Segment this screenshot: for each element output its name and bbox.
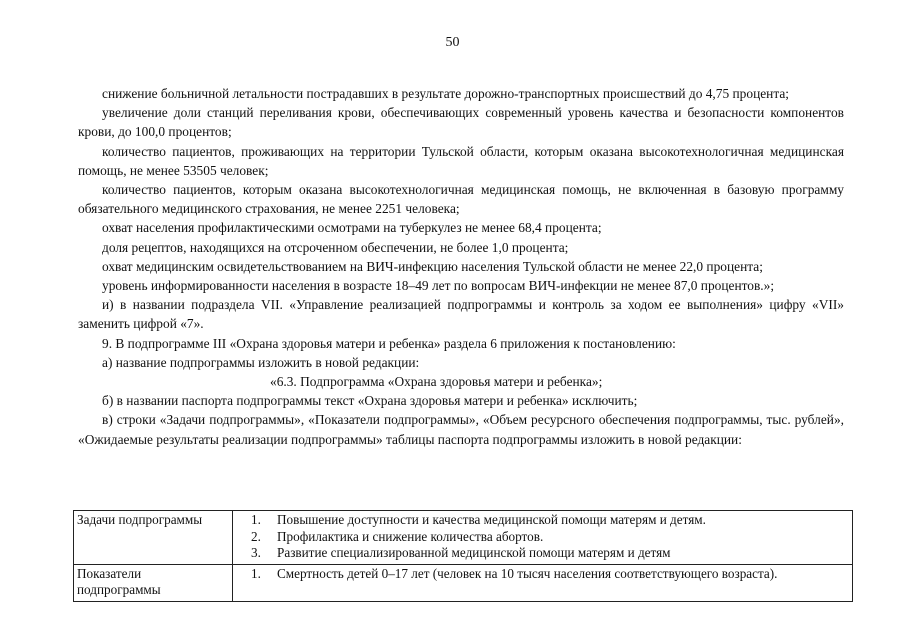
- item-number: 1.: [251, 565, 261, 581]
- list-item: [251, 512, 848, 529]
- list-item: [251, 566, 848, 583]
- paragraph: уровень информированности населения в возрасте 18–49 лет по вопросам ВИЧ-инфекции не менее 87,0 процентов.»;: [102, 278, 775, 294]
- paragraph: и) в названии подраздела VII. «Управление реализацией подпрограммы и контроль за ходом ее выполнения» цифру «VII» заменить цифрой «7».: [78, 297, 844, 332]
- paragraph: количество пациентов, которым оказана высокотехнологичная медицинская помощь, не включенная в базовую программу обязательного медицинского страхования, не менее 2251 человека;: [78, 182, 844, 217]
- indicator-list: [237, 566, 848, 583]
- row-content: [233, 511, 853, 565]
- table-row: [74, 564, 853, 601]
- paragraph: снижение больничной летальности пострадавших в результате дорожно-транспортных происшествий до 4,75 процента;: [102, 86, 790, 101]
- table-row: [74, 511, 853, 565]
- item-text: Смертность детей 0–17 лет (человек на 10 тысяч населения соответствующего возраста).: [277, 565, 778, 581]
- task-list: [237, 512, 848, 562]
- row-content: [233, 564, 853, 601]
- item-number: 1.: [251, 512, 261, 527]
- paragraph: охват населения профилактическими осмотрами на туберкулез не менее 68,4 процента;: [102, 220, 602, 236]
- paragraph: охват медицинским освидетельствованием на ВИЧ-инфекцию населения Тульской области не менее 22,0 процента;: [102, 258, 763, 274]
- item-number: 3.: [251, 545, 261, 560]
- subprogram-title: «6.3. Подпрограмма «Охрана здоровья матери и ребенка»;: [270, 374, 603, 390]
- item-text: Развитие специализированной медицинской помощи матерям и детям: [277, 545, 671, 560]
- list-item: [251, 545, 848, 562]
- item-text: Повышение доступности и качества медицинской помощи матерям и детям.: [277, 512, 706, 527]
- paragraph: в) строки «Задачи подпрограммы», «Показатели подпрограммы», «Объем ресурсного обеспечения подпрограммы, тыс. рублей», «Ожидаемые результаты реализации подпрограммы» таблицы паспорта подпрограммы изложить в новой редакции:: [78, 412, 844, 447]
- row-label: Показатели подпрограммы: [74, 564, 233, 601]
- paragraph: б) в названии паспорта подпрограммы текст «Охрана здоровья матери и ребенка» исключить;: [102, 393, 638, 409]
- document-body: [78, 84, 844, 449]
- passport-table: [73, 510, 853, 602]
- row-label: Задачи подпрограммы: [74, 511, 233, 565]
- item-number: 2.: [251, 528, 261, 544]
- page-number: 50: [445, 35, 460, 50]
- paragraph: 9. В подпрограмме III «Охрана здоровья матери и ребенка» раздела 6 приложения к постановлению:: [102, 335, 676, 351]
- paragraph: а) название подпрограммы изложить в новой редакции:: [102, 354, 420, 370]
- item-text: Профилактика и снижение количества абортов.: [277, 528, 544, 544]
- paragraph: увеличение доли станций переливания крови, обеспечивающих современный уровень качества и безопасности компонентов крови, до 100,0 процентов;: [78, 105, 844, 140]
- paragraph: количество пациентов, проживающих на территории Тульской области, которым оказана высокотехнологичная медицинская помощь, не менее 53505 человек;: [78, 143, 844, 178]
- paragraph: доля рецептов, находящихся на отсроченном обеспечении, не более 1,0 процента;: [102, 239, 569, 255]
- list-item: [251, 529, 848, 546]
